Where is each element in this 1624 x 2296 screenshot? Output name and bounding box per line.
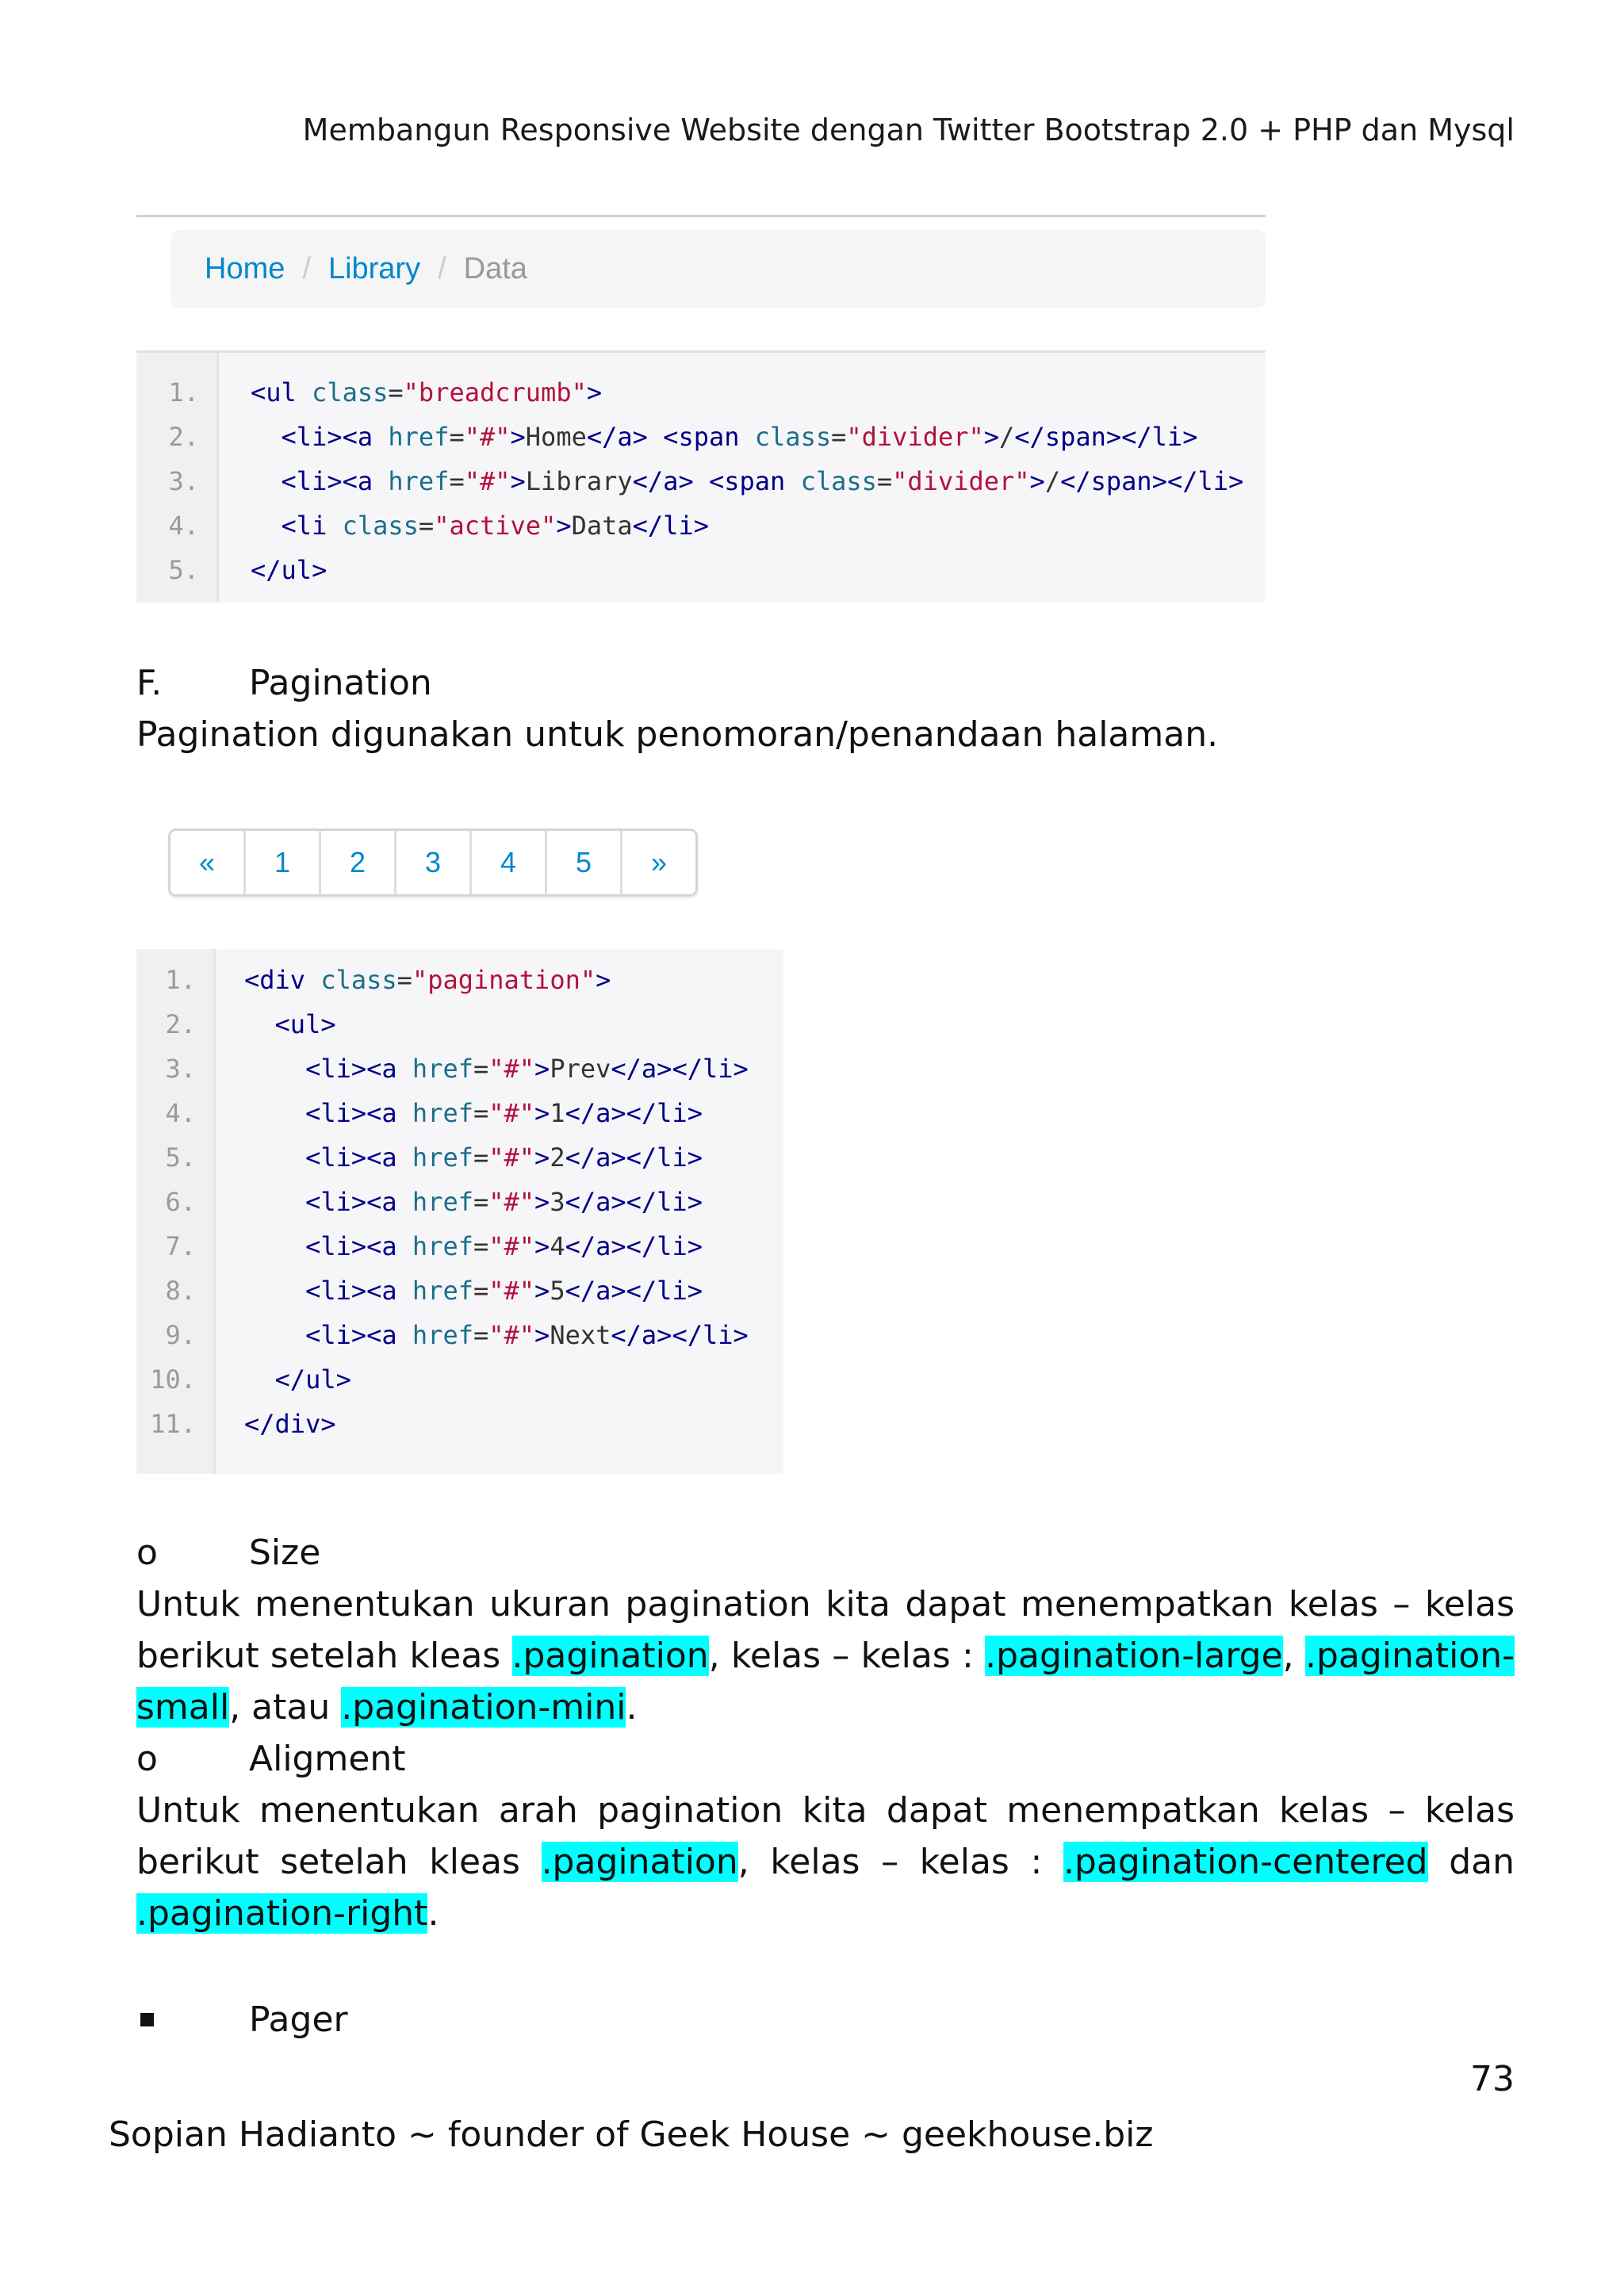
code-token: "#": [488, 1142, 535, 1173]
code-token: >: [534, 1276, 550, 1306]
code-token: =: [388, 377, 404, 408]
code-token: [244, 1320, 305, 1350]
breadcrumb-divider: /: [302, 251, 311, 285]
line-number: 8.: [165, 1276, 196, 1306]
pagination-page-link[interactable]: 1: [243, 831, 319, 894]
code-token: </a></li>: [565, 1276, 703, 1306]
line-number: 7.: [165, 1231, 196, 1261]
code-token: >: [983, 422, 1000, 452]
class-name-highlight: .pagination-large: [985, 1636, 1283, 1676]
code-token: =: [473, 1054, 489, 1084]
breadcrumb-home-link[interactable]: Home: [205, 251, 285, 285]
code-token: /: [1044, 466, 1061, 496]
code-line: [244, 1313, 749, 1357]
code-token: 5: [550, 1276, 565, 1306]
code-token: =: [473, 1187, 489, 1217]
code-token: >: [534, 1054, 550, 1084]
code-token: <li><a: [305, 1054, 412, 1084]
code-line: [251, 548, 1243, 592]
code-token: href: [388, 466, 450, 496]
code-line: [244, 1047, 749, 1091]
code-line: [244, 958, 749, 1002]
code-token: [244, 1142, 305, 1173]
section-intro: Pagination digunakan untuk penomoran/penandaan halaman.: [136, 714, 1219, 755]
section-title: Pagination: [249, 663, 432, 703]
code-token: [244, 1231, 305, 1261]
code-token: "#": [488, 1231, 535, 1261]
line-number-gutter: [136, 353, 219, 603]
code-line: [244, 1357, 749, 1402]
code-block-breadcrumb: [136, 350, 1266, 603]
code-token: </a></li>: [565, 1142, 703, 1173]
code-token: </li>: [632, 511, 709, 541]
alignment-intro-text: Untuk menentukan arah pagination kita dapat menempatkan kelas – kelas berikut setelah kleas: [136, 1790, 1515, 1882]
code-token: href: [412, 1187, 473, 1217]
breadcrumb-active-item: Data: [463, 251, 527, 285]
pagination-example: [168, 828, 698, 897]
code-token: </a> <span: [586, 422, 755, 452]
code-line: [244, 1002, 749, 1047]
code-lines: [219, 353, 1243, 603]
pagination-next-link[interactable]: »: [620, 831, 695, 894]
alignment-paragraph: Untuk menentukan arah pagination kita dapat menempatkan kelas – kelas berikut setelah kleas .pagination, kelas – kelas : .pagination-centered dan .pagination-right.: [136, 1790, 1515, 1934]
line-number: 4.: [165, 1098, 196, 1128]
code-token: "#": [464, 422, 511, 452]
line-number: 1.: [165, 965, 196, 995]
code-token: >: [510, 422, 526, 452]
code-token: "active": [434, 511, 557, 541]
code-token: 2: [550, 1142, 565, 1173]
class-name-highlight: .pagination-centered: [1063, 1842, 1428, 1882]
code-token: =: [418, 511, 435, 541]
code-token: "divider": [892, 466, 1030, 496]
list-marker-circle: o: [136, 1739, 158, 1779]
code-token: "#": [488, 1187, 535, 1217]
code-token: 4: [550, 1231, 565, 1261]
code-token: href: [412, 1320, 473, 1350]
code-token: 1: [550, 1098, 565, 1128]
code-token: <ul: [251, 377, 312, 408]
line-number: 9.: [165, 1320, 196, 1350]
page-number: 73: [1470, 2059, 1515, 2099]
code-token: <li><a: [281, 466, 389, 496]
square-bullet-icon: [140, 2013, 154, 2026]
code-token: "#": [488, 1098, 535, 1128]
code-token: =: [473, 1142, 489, 1173]
line-number: 3.: [168, 466, 199, 496]
breadcrumb-divider: /: [438, 251, 446, 285]
section-number: F.: [136, 663, 163, 703]
code-token: <li><a: [305, 1320, 412, 1350]
code-token: [244, 1187, 305, 1217]
code-token: </span></li>: [1014, 422, 1198, 452]
code-token: "divider": [846, 422, 984, 452]
code-token: =: [473, 1231, 489, 1261]
code-token: [244, 1009, 275, 1039]
code-line: [251, 415, 1243, 459]
code-token: >: [596, 965, 611, 995]
code-token: <li><a: [281, 422, 389, 452]
pagination-prev-link[interactable]: «: [170, 831, 243, 894]
code-line: [244, 1269, 749, 1313]
code-token: <li><a: [305, 1187, 412, 1217]
code-token: >: [534, 1142, 550, 1173]
code-token: href: [388, 422, 450, 452]
code-token: [244, 1098, 305, 1128]
code-token: class: [312, 377, 389, 408]
screenshot-top-rule: [136, 215, 1266, 217]
code-token: [251, 466, 282, 496]
code-token: </ul>: [274, 1364, 351, 1395]
code-token: </ul>: [251, 555, 327, 585]
size-paragraph: Untuk menentukan ukuran pagination kita dapat menempatkan kelas – kelas berikut setelah kleas .pagination, kelas – kelas : .pagination-large, .pagination-small, atau .pagination-mini.: [136, 1584, 1515, 1728]
code-token: >: [556, 511, 572, 541]
pagination-page-link[interactable]: 5: [545, 831, 620, 894]
code-token: href: [412, 1054, 473, 1084]
code-token: <li: [281, 511, 343, 541]
code-token: [251, 511, 282, 541]
code-token: class: [754, 422, 832, 452]
pagination-page-link[interactable]: 2: [319, 831, 394, 894]
list-marker-circle: o: [136, 1533, 158, 1573]
code-token: =: [449, 422, 465, 452]
code-line: [244, 1180, 749, 1224]
code-token: =: [473, 1276, 489, 1306]
code-token: >: [1029, 466, 1045, 496]
pagination-page-link[interactable]: 3: [394, 831, 469, 894]
code-token: class: [342, 511, 419, 541]
size-heading: Size: [249, 1533, 321, 1573]
code-token: href: [412, 1098, 473, 1128]
code-token: >: [534, 1098, 550, 1128]
code-token: /: [999, 422, 1015, 452]
class-name-highlight: .pagination-mini: [341, 1687, 626, 1728]
class-name-highlight: .pagination: [541, 1842, 738, 1882]
line-number: 1.: [168, 377, 199, 408]
code-token: </a></li>: [611, 1320, 749, 1350]
code-token: 3: [550, 1187, 565, 1217]
code-token: >: [534, 1231, 550, 1261]
code-token: href: [412, 1142, 473, 1173]
footer-credit: Sopian Hadianto ~ founder of Geek House ~ geekhouse.biz: [109, 2114, 1154, 2155]
line-number: 6.: [165, 1187, 196, 1217]
code-token: <li><a: [305, 1098, 412, 1128]
code-token: [244, 1364, 275, 1395]
code-token: Data: [571, 511, 633, 541]
code-token: =: [473, 1320, 489, 1350]
line-number: 10.: [150, 1364, 196, 1395]
line-number: 3.: [165, 1054, 196, 1084]
code-token: >: [586, 377, 603, 408]
code-token: "#": [488, 1054, 535, 1084]
code-block-pagination: [136, 949, 783, 1474]
code-token: "#": [488, 1276, 535, 1306]
line-number: 5.: [165, 1142, 196, 1173]
line-number: 11.: [150, 1409, 196, 1439]
code-token: </a></li>: [565, 1098, 703, 1128]
code-token: </div>: [244, 1409, 336, 1439]
code-token: [244, 1276, 305, 1306]
running-header: Membangun Responsive Website dengan Twitter Bootstrap 2.0 + PHP dan Mysql: [302, 113, 1515, 147]
breadcrumb-example: [171, 230, 1266, 308]
code-token: "breadcrumb": [403, 377, 587, 408]
code-token: "#": [488, 1320, 535, 1350]
line-number: 2.: [168, 422, 199, 452]
code-token: [251, 422, 282, 452]
code-token: >: [534, 1320, 550, 1350]
code-line: [244, 1135, 749, 1180]
code-token: >: [534, 1187, 550, 1217]
code-line: [244, 1224, 749, 1269]
code-line: [244, 1091, 749, 1135]
code-token: </a></li>: [611, 1054, 749, 1084]
class-name-highlight: .pagination-small: [136, 1636, 1515, 1728]
code-token: =: [831, 422, 847, 452]
code-token: Prev: [550, 1054, 611, 1084]
code-token: =: [449, 466, 465, 496]
size-intro-text: Untuk menentukan ukuran pagination kita dapat menempatkan kelas – kelas berikut setelah kleas: [136, 1584, 1515, 1676]
code-token: Home: [525, 422, 587, 452]
code-token: =: [473, 1098, 489, 1128]
code-token: href: [412, 1231, 473, 1261]
code-token: href: [412, 1276, 473, 1306]
code-token: </a></li>: [565, 1231, 703, 1261]
code-token: <li><a: [305, 1142, 412, 1173]
code-token: class: [800, 466, 877, 496]
class-name-highlight: .pagination: [511, 1636, 709, 1676]
code-line: [244, 1402, 749, 1446]
code-token: </a> <span: [632, 466, 801, 496]
code-token: =: [876, 466, 893, 496]
code-line: [251, 459, 1243, 503]
line-number: 5.: [168, 555, 199, 585]
pagination-page-link[interactable]: 4: [469, 831, 545, 894]
code-token: <li><a: [305, 1276, 412, 1306]
breadcrumb-library-link[interactable]: Library: [327, 251, 421, 285]
code-token: </a></li>: [565, 1187, 703, 1217]
code-token: </span></li>: [1060, 466, 1244, 496]
code-token: <div: [244, 965, 321, 995]
code-token: [244, 1054, 305, 1084]
code-line: [251, 503, 1243, 548]
code-token: class: [320, 965, 397, 995]
code-token: <li><a: [305, 1231, 412, 1261]
class-name-highlight: .pagination-right: [136, 1893, 428, 1934]
code-token: "#": [464, 466, 511, 496]
line-number: 4.: [168, 511, 199, 541]
alignment-heading: Aligment: [249, 1739, 406, 1779]
line-number-gutter: [136, 949, 216, 1474]
code-token: "pagination": [412, 965, 596, 995]
code-token: <ul>: [274, 1009, 336, 1039]
code-token: >: [510, 466, 526, 496]
code-token: Library: [525, 466, 633, 496]
code-token: Next: [550, 1320, 611, 1350]
line-number: 2.: [165, 1009, 196, 1039]
pager-heading: Pager: [249, 1999, 348, 2040]
code-lines: [216, 949, 749, 1474]
code-token: =: [396, 965, 412, 995]
code-line: [251, 370, 1243, 415]
